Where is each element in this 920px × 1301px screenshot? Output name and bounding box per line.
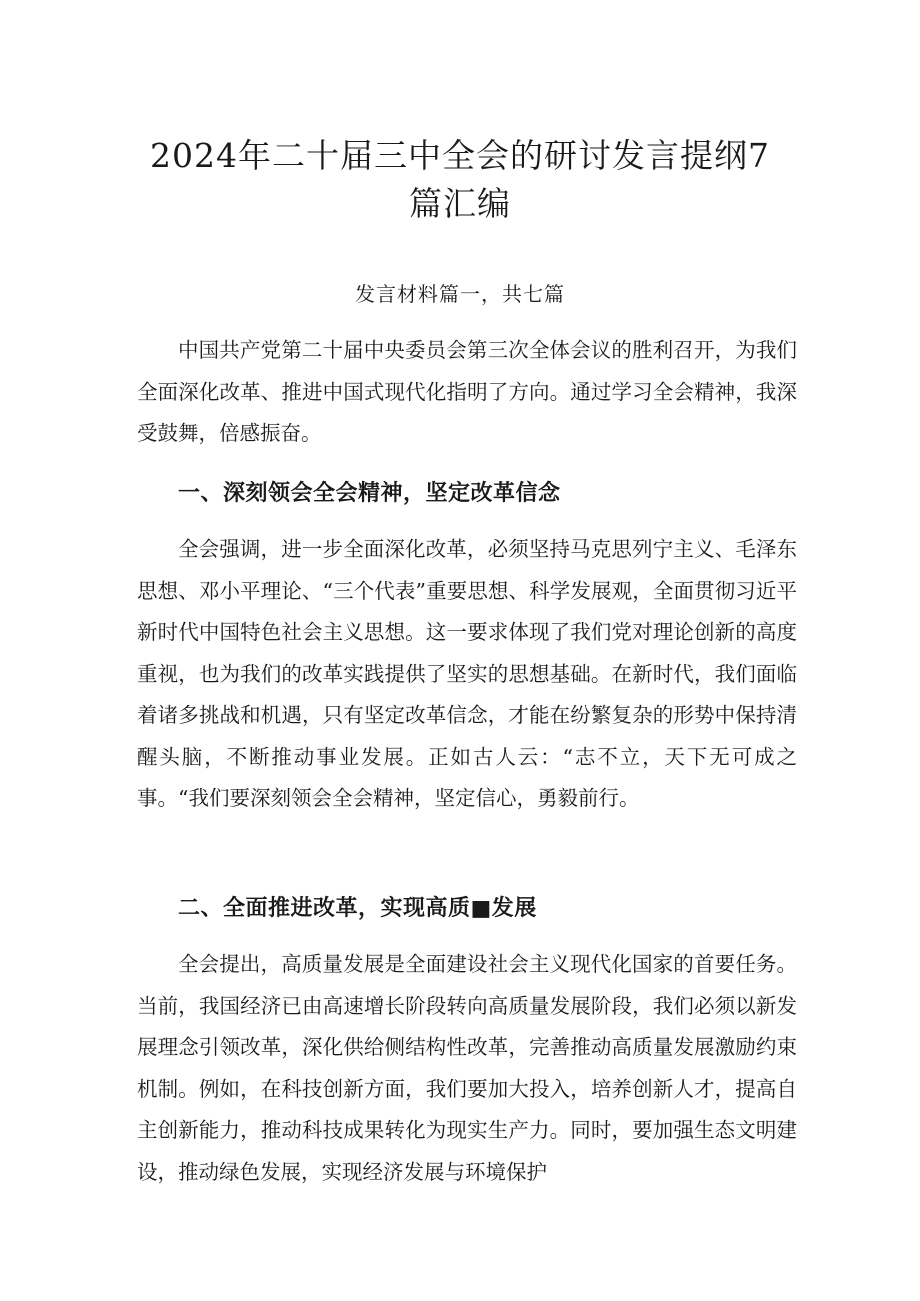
section-2-heading: 二、全面推进改革，实现高质■发展	[178, 896, 537, 921]
intro-paragraph: 中国共产党第二十届中央委员会第三次全体会议的胜利召开，为我们全面深化改革、推进中国式现代化指明了方向。通过学习全会精神，我深受鼓舞，倍感振奋。	[137, 338, 797, 445]
section-2-paragraph: 全会提出，高质量发展是全面建设社会主义现代化国家的首要任务。当前，我国经济已由高速增长阶段转向高质量发展阶段，我们必须以新发展理念引领改革，深化供给侧结构性改革，完善推动高质量发展激励约束机制。例如，在科技创新方面，我们要加大投入，培养创新人才，提高自主创新能力，推动科技成果转化为现实生产力。同时，要加强生态文明建设，推动绿色发展，实现经济发展与环境保护	[137, 952, 797, 1184]
section-1-heading: 一、深刻领会全会精神，坚定改革信念	[178, 481, 561, 506]
document-title: 2024年二十届三中全会的研讨发言提纲7篇汇编	[150, 136, 770, 224]
document-subtitle: 发言材料篇一，共七篇	[355, 282, 565, 306]
section-1-paragraph: 全会强调，进一步全面深化改革，必须坚持马克思列宁主义、毛泽东思想、邓小平理论、“三个代表”重要思想、科学发展观，全面贯彻习近平新时代中国特色社会主义思想。这一要求体现了我们党对理论创新的高度重视，也为我们的改革实践提供了坚实的思想基础。在新时代，我们面临着诸多挑战和机遇，只有坚定改革信念，才能在纷繁复杂的形势中保持清醒头脑，不断推动事业发展。正如古人云：“志不立，天下无可成之事。“我们要深刻领会全会精神，坚定信心，勇毅前行。	[137, 537, 797, 810]
